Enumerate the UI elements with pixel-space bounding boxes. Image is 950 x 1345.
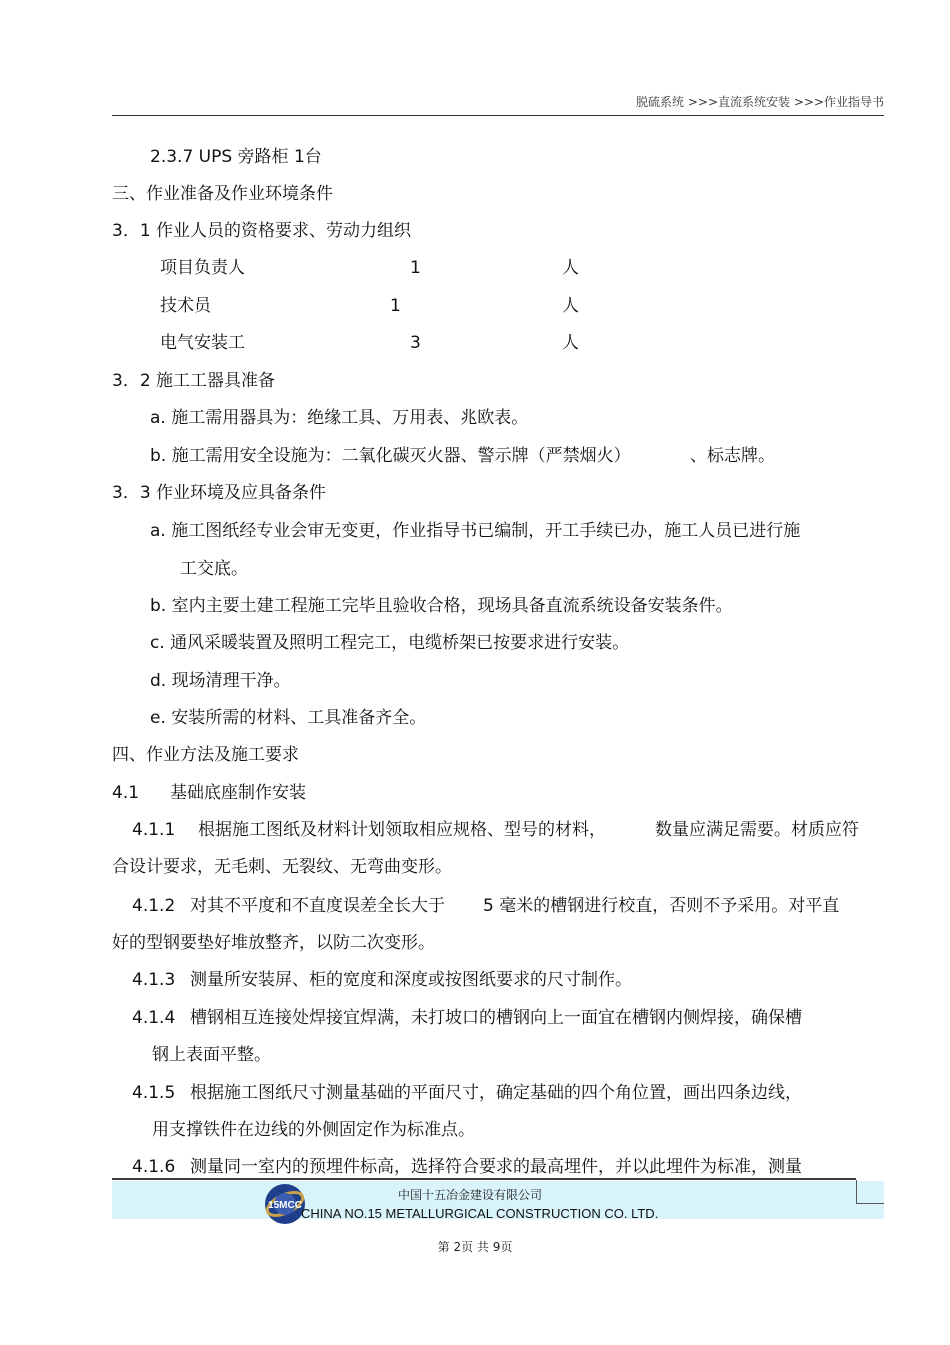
subsection-4-1-title: 基础底座制作安装 (170, 783, 306, 803)
clause-number: 4.1.4 (132, 1008, 176, 1028)
clause-number: 4.1.2 (132, 896, 176, 916)
clause-text-cont: 钢上表面平整。 (152, 1045, 271, 1065)
footer-rule (112, 1178, 856, 1180)
staff-count: 1 (410, 258, 421, 278)
clause-text: 根据施工图纸尺寸测量基础的平面尺寸，确定基础的四个角位置，画出四条边线， (190, 1083, 802, 1103)
clause-text-cont: 合设计要求，无毛刺、无裂纹、无弯曲变形。 (112, 857, 452, 877)
clause-number: 4.1.5 (132, 1083, 176, 1103)
list-item-c: c. 通风采暖装置及照明工程完工，电缆桥架已按要求进行安装。 (150, 633, 630, 653)
header-rule (112, 115, 884, 116)
item-2-3-7: 2.3.7 UPS 旁路柜 1台 (150, 147, 322, 167)
clause-text: 5 毫米的槽钢进行校直，否则不予采用。对平直 (483, 896, 840, 916)
clause-text-cont: 用支撑铁件在边线的外侧固定作为标准点。 (152, 1120, 475, 1140)
clause-number: 4.1.1 (132, 820, 176, 840)
subsection-3-1-heading: 3．1 作业人员的资格要求、劳动力组织 (112, 221, 412, 241)
list-item-a: a. 施工需用器具为：绝缘工具、万用表、兆欧表。 (150, 408, 529, 428)
list-item-d: d. 现场清理干净。 (150, 671, 291, 691)
staff-role: 技术员 (160, 296, 211, 316)
list-item-a-cont: 工交底。 (180, 559, 248, 579)
clause-number: 4.1.3 (132, 970, 176, 990)
company-logo-icon (264, 1183, 306, 1225)
company-name-cn: 中国十五冶金建设有限公司 (398, 1188, 543, 1202)
clause-text: 测量所安装屏、柜的宽度和深度或按图纸要求的尺寸制作。 (190, 970, 632, 990)
clause-text-cont: 好的型钢要垫好堆放整齐，以防二次变形。 (112, 933, 435, 953)
list-item-e: e. 安装所需的材料、工具准备齐全。 (150, 708, 427, 728)
staff-unit: 人 (562, 296, 579, 316)
clause-number: 4.1.6 (132, 1157, 176, 1177)
list-item-b-tail: 、标志牌。 (690, 446, 775, 466)
staff-unit: 人 (562, 333, 579, 353)
subsection-3-3-heading: 3．3 作业环境及应具备条件 (112, 483, 327, 503)
list-item-b: b. 室内主要土建工程施工完毕且验收合格，现场具备直流系统设备安装条件。 (150, 596, 733, 616)
subsection-3-2-heading: 3．2 施工工器具准备 (112, 371, 276, 391)
staff-role: 项目负责人 (160, 258, 245, 278)
footer-edge-line (856, 1203, 884, 1204)
subsection-4-1-number: 4.1 (112, 783, 140, 803)
section-3-heading: 三、作业准备及作业环境条件 (112, 184, 333, 204)
page-number: 第 2页 共 9页 (437, 1240, 513, 1254)
clause-text: 数量应满足需要。材质应符 (655, 820, 859, 840)
staff-role: 电气安装工 (160, 333, 245, 353)
clause-text: 对其不平度和不直度误差全长大于 (190, 896, 445, 916)
list-item-a: a. 施工图纸经专业会审无变更，作业指导书已编制，开工手续已办，施工人员已进行施 (150, 521, 801, 541)
staff-unit: 人 (562, 258, 579, 278)
list-item-b: b. 施工需用安全设施为：二氧化碳灭火器、警示牌（严禁烟火） (150, 446, 631, 466)
company-name-en: CHINA NO.15 METALLURGICAL CONSTRUCTION CO. LTD. (301, 1206, 659, 1221)
clause-text: 槽钢相互连接处焊接宜焊满，未打坡口的槽钢向上一面宜在槽钢内侧焊接，确保槽 (190, 1008, 802, 1028)
clause-text: 测量同一室内的预埋件标高，选择符合要求的最高埋件，并以此埋件为标准，测量 (190, 1157, 802, 1177)
logo-text: 15MCC (268, 1200, 302, 1211)
footer-edge-line (856, 1180, 857, 1204)
header-breadcrumb: 脱硫系统 >>>直流系统安装 >>>作业指导书 (636, 95, 884, 109)
staff-count: 1 (390, 296, 401, 316)
clause-text: 根据施工图纸及材料计划领取相应规格、型号的材料， (198, 820, 606, 840)
staff-count: 3 (410, 333, 421, 353)
section-4-heading: 四、作业方法及施工要求 (112, 745, 299, 765)
